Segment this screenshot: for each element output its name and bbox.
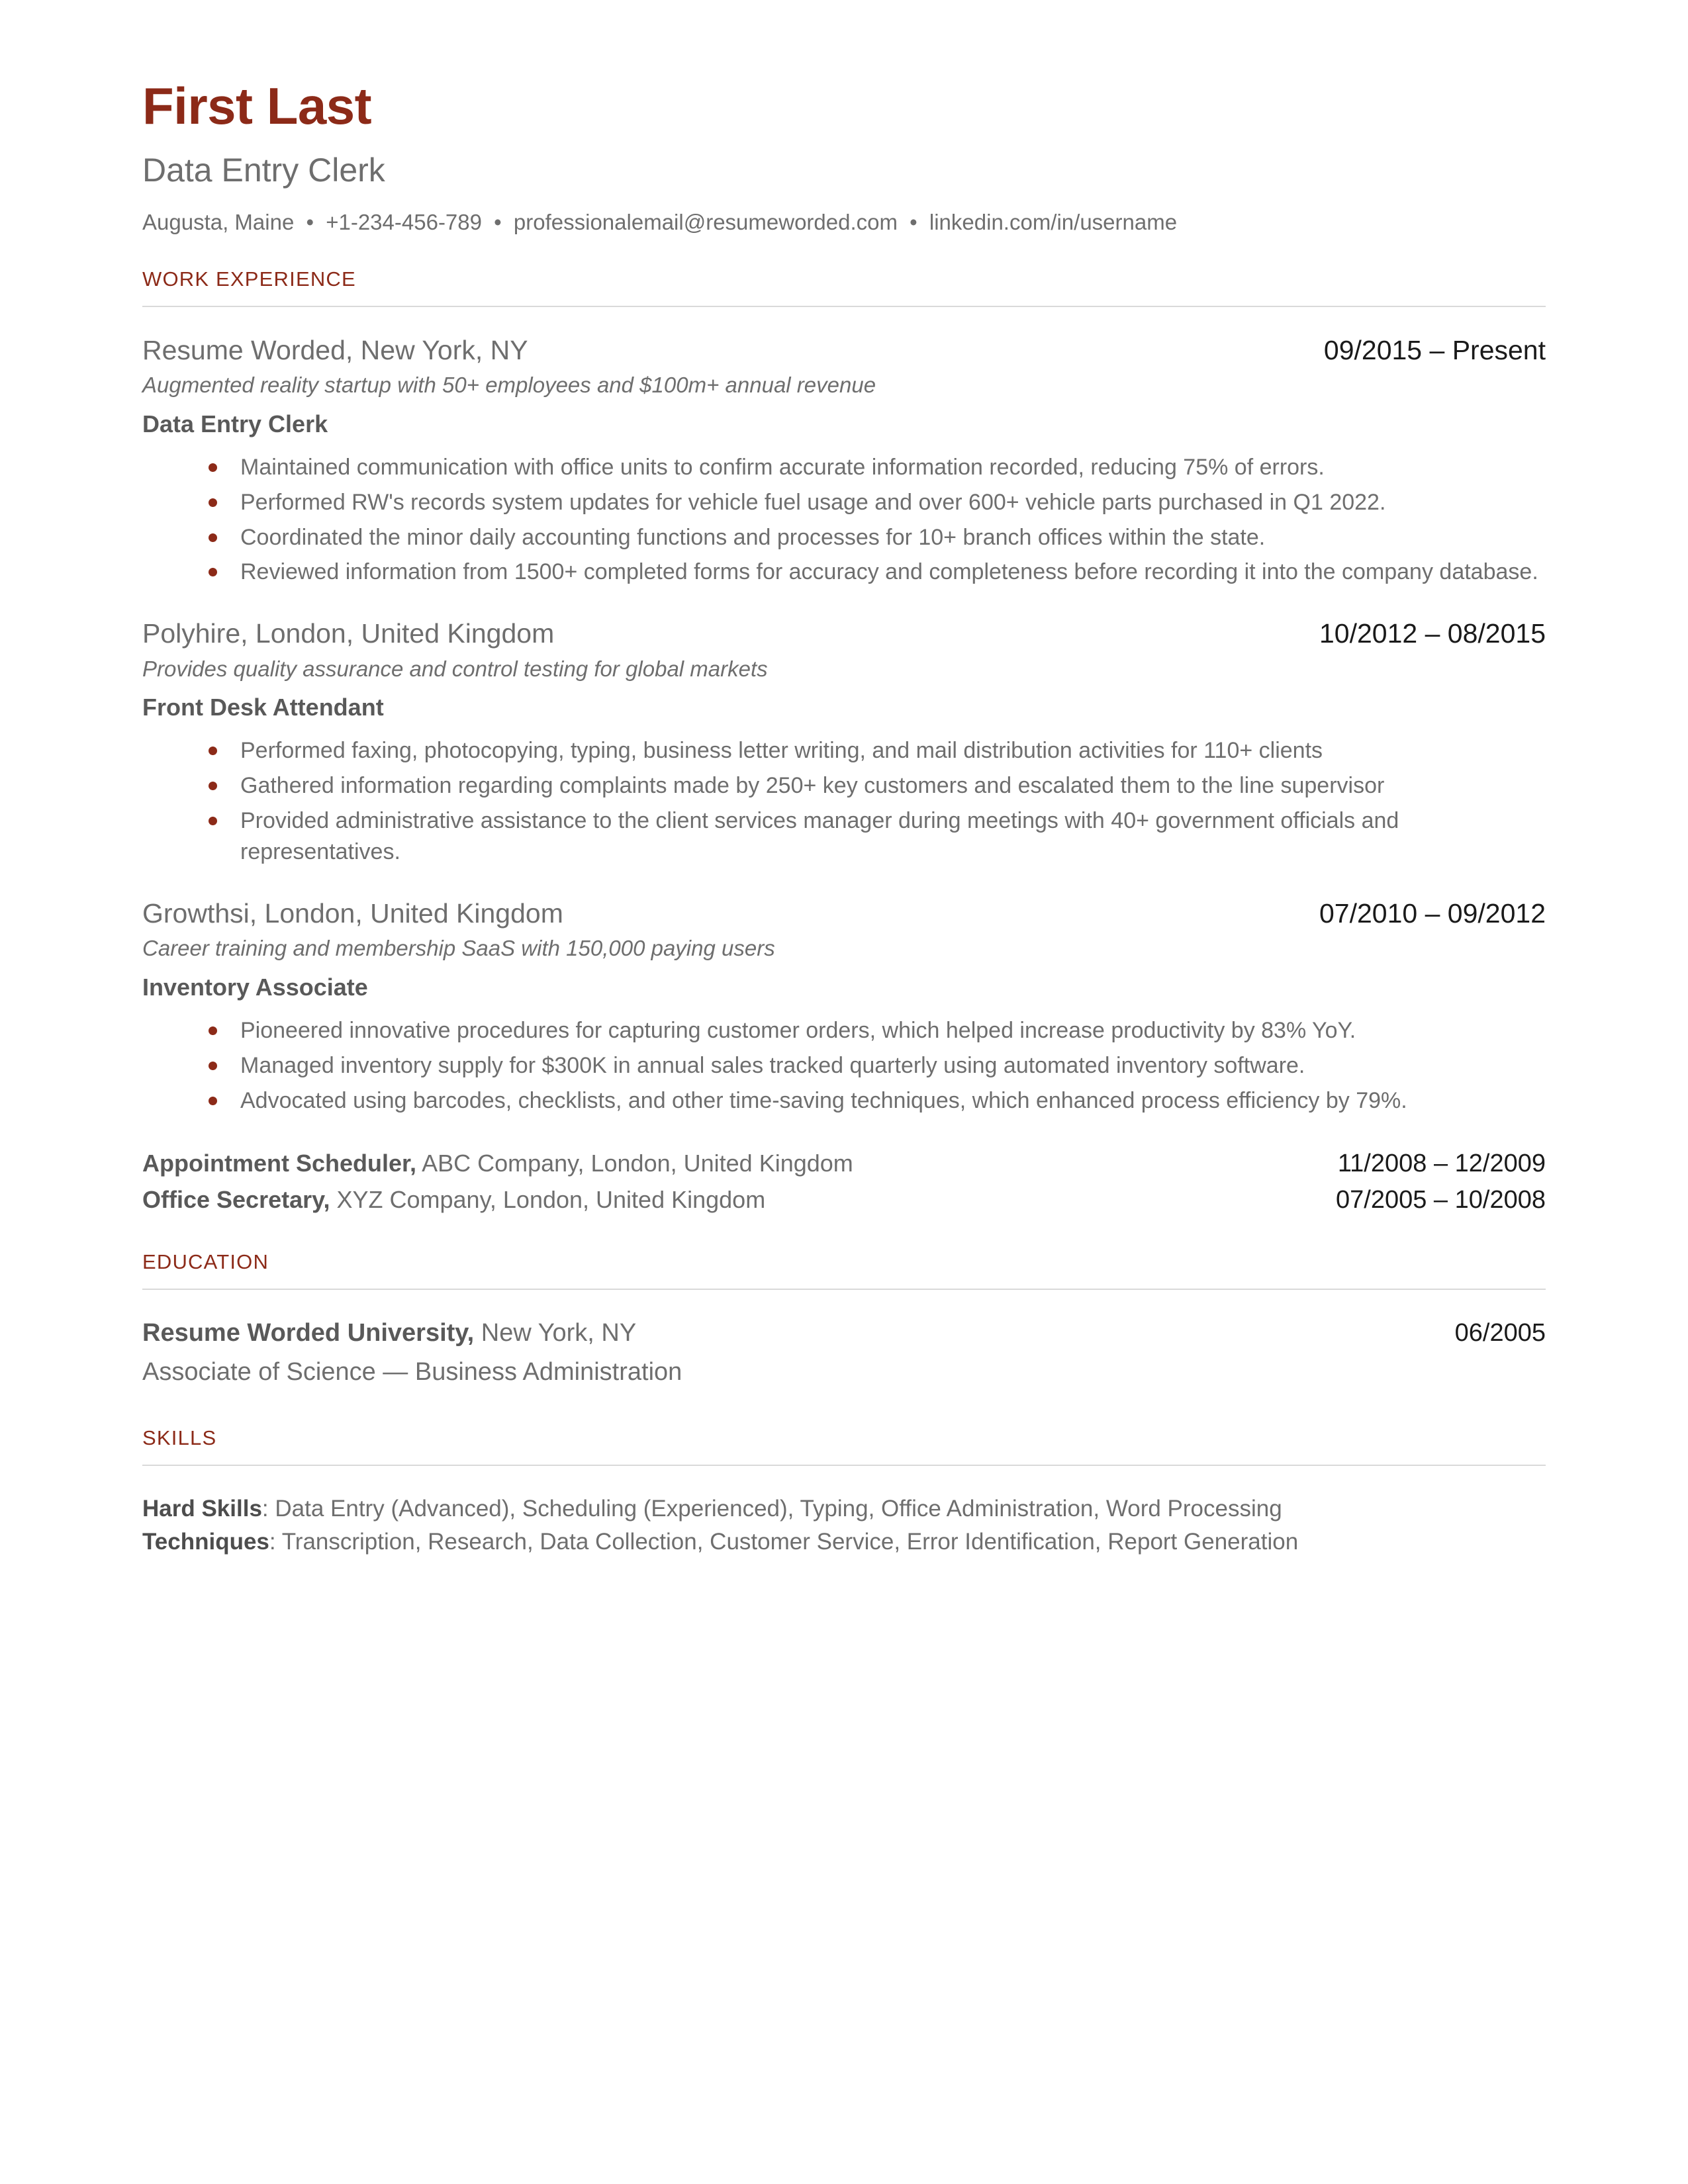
short-role-entry xyxy=(142,1146,1546,1182)
candidate-name: First Last xyxy=(142,77,372,135)
job-bullet: Gathered information regarding complaints made by 250+ key customers and escalated them to the line supervisor xyxy=(203,770,1546,801)
contact-phone: +1-234-456-789 xyxy=(326,209,482,234)
section-divider xyxy=(142,1465,1546,1466)
short-role-label xyxy=(142,1183,765,1217)
resume-content xyxy=(142,79,1546,1559)
job-role-title: Data Entry Clerk xyxy=(142,410,328,437)
job-bullet-list xyxy=(142,452,1546,588)
section-divider xyxy=(142,306,1546,307)
job-bullet: Managed inventory supply for $300K in annual sales tracked quarterly using automated inventory software. xyxy=(203,1050,1546,1081)
job-header xyxy=(142,617,1546,651)
job-bullet-list xyxy=(142,1015,1546,1116)
section-title-work-experience: WORK EXPERIENCE xyxy=(142,267,356,291)
work-experience-entry xyxy=(142,897,1546,1116)
contact-line xyxy=(142,208,1546,237)
job-bullet: Pioneered innovative procedures for capturing customer orders, which helped increase productivity by 83% YoY. xyxy=(203,1015,1546,1046)
short-role-title: Office Secretary, xyxy=(142,1185,330,1213)
candidate-headline: Data Entry Clerk xyxy=(142,151,385,189)
contact-separator-icon: • xyxy=(306,209,314,234)
skill-category-values: : Data Entry (Advanced), Scheduling (Experienced), Typing, Office Administration, Word Processing xyxy=(261,1496,1282,1522)
skill-category-values: : Transcription, Research, Data Collection, Customer Service, Error Identification, Report Generation xyxy=(269,1529,1299,1555)
education-school-location: New York, NY xyxy=(474,1318,637,1347)
contact-location: Augusta, Maine xyxy=(142,209,295,234)
job-company-blurb: Provides quality assurance and control testing for global markets xyxy=(142,656,768,681)
education-school xyxy=(142,1316,636,1350)
work-experience-entry xyxy=(142,334,1546,588)
education-entry xyxy=(142,1316,1546,1390)
short-role-company: ABC Company, London, United Kingdom xyxy=(416,1149,853,1177)
job-header xyxy=(142,897,1546,931)
short-role-label xyxy=(142,1146,853,1181)
education-date: 06/2005 xyxy=(1454,1318,1546,1347)
skill-line xyxy=(142,1492,1546,1525)
section-divider xyxy=(142,1289,1546,1290)
skills-list xyxy=(142,1492,1546,1558)
job-bullet: Coordinated the minor daily accounting functions and processes for 10+ branch offices within the state. xyxy=(203,522,1546,553)
skill-line xyxy=(142,1525,1546,1559)
job-dates: 07/2010 – 09/2012 xyxy=(1319,897,1546,929)
job-company: Resume Worded, New York, NY xyxy=(142,334,528,365)
section-title-education: EDUCATION xyxy=(142,1250,269,1273)
job-role-title: Inventory Associate xyxy=(142,974,368,1001)
short-roles-group xyxy=(142,1146,1546,1218)
job-company-blurb: Career training and membership SaaS with 150,000 paying users xyxy=(142,936,775,961)
education-degree: Associate of Science — Business Administration xyxy=(142,1358,682,1387)
job-dates: 09/2015 – Present xyxy=(1323,334,1546,365)
short-role-dates: 07/2005 – 10/2008 xyxy=(1336,1185,1546,1214)
job-bullet-list xyxy=(142,735,1546,868)
skill-category-label: Techniques xyxy=(142,1529,269,1555)
job-company: Polyhire, London, United Kingdom xyxy=(142,618,555,649)
section-title-skills: SKILLS xyxy=(142,1426,217,1450)
short-role-entry xyxy=(142,1182,1546,1218)
job-dates: 10/2012 – 08/2015 xyxy=(1319,618,1546,649)
short-role-company: XYZ Company, London, United Kingdom xyxy=(330,1185,766,1213)
job-role-title: Front Desk Attendant xyxy=(142,694,384,721)
contact-separator-icon: • xyxy=(494,209,502,234)
job-bullet: Performed RW's records system updates for vehicle fuel usage and over 600+ vehicle parts purchased in Q1 2022. xyxy=(203,487,1546,518)
job-header xyxy=(142,334,1546,367)
job-bullet: Performed faxing, photocopying, typing, business letter writing, and mail distribution activities for 110+ clients xyxy=(203,735,1546,766)
short-role-dates: 11/2008 – 12/2009 xyxy=(1337,1149,1546,1177)
job-company-blurb: Augmented reality startup with 50+ employees and $100m+ annual revenue xyxy=(142,373,876,398)
work-experience-entry xyxy=(142,617,1546,868)
contact-email[interactable]: professionalemail@resumeworded.com xyxy=(513,209,898,234)
skill-category-label: Hard Skills xyxy=(142,1496,262,1522)
job-bullet: Advocated using barcodes, checklists, and other time-saving techniques, which enhanced process efficiency by 79%. xyxy=(203,1085,1546,1116)
job-bullet: Maintained communication with office units to confirm accurate information recorded, reducing 75% of errors. xyxy=(203,452,1546,483)
education-header xyxy=(142,1316,1546,1350)
job-bullet: Provided administrative assistance to the client services manager during meetings with 40+ government officials and representatives. xyxy=(203,805,1546,868)
contact-linkedin[interactable]: linkedin.com/in/username xyxy=(929,209,1178,234)
education-school-name: Resume Worded University, xyxy=(142,1318,475,1347)
short-role-title: Appointment Scheduler, xyxy=(142,1149,417,1177)
job-bullet: Reviewed information from 1500+ completed forms for accuracy and completeness before recording it into the company database. xyxy=(203,557,1546,588)
job-company: Growthsi, London, United Kingdom xyxy=(142,897,563,929)
contact-separator-icon: • xyxy=(910,209,917,234)
